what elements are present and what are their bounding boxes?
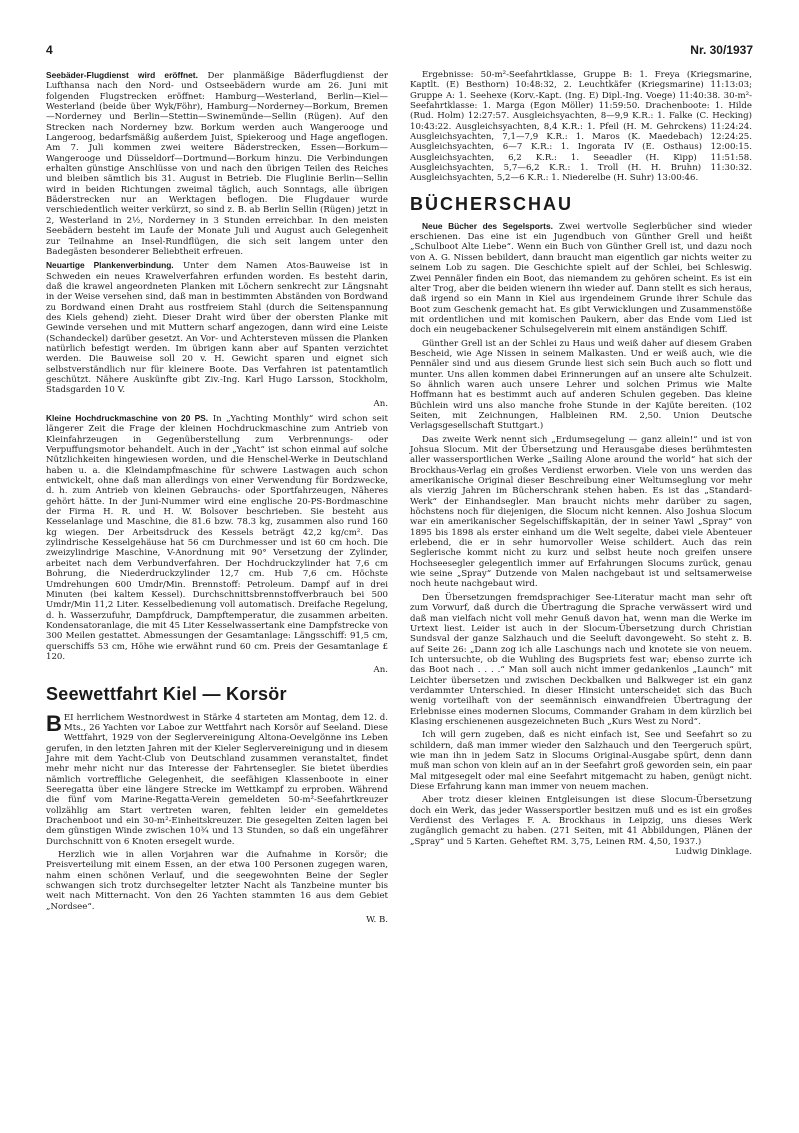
paragraph-text: EI herrlichem Westnordwest in Stärke 4 starteten am Montag, dem 12. d. Mts., 26 Yachten vor Laboe zur Wettfahrt nach Korsör auf Seeland. Diese Wettfahrt, 1929 von der Seglervereinigung Altona-Oevelgönne ins Leben gerufen, in den letzten Jahren mit der Kieler Seglervereinigung und in diesem Jahre mit dem Yacht-Club von Deutschland zusammen veranstaltet, findet mehr mehr nicht nur das Interesse der Fahrtensegler. Sie bietet überdies nämlich vortreffliche Gelegenheit, die seefähigen Klassenboote in einer Seeregatta über eine längere Strecke im Wettkampf zu erproben. Während die fünf vom Marine-Regatta-Verein gemeldeten 50-m²-Seefahrtkreuzer vollzählig am Start vertreten waren, fehlten leider ein gemeldetes Drachenboot und ein 30-m²-Einheitskreuzer. Die gesegelten Zeiten lagen bei dem günstigen Winde zwischen 10¾ und 13 Stunden, so daß ein ungefährer Durchschnitt von 6 Knoten ersegelt wurde. [46,712,388,847]
article-heading: Kleine Hochdruckmaschine von 20 PS. [46,413,209,423]
article-steam-engine [46,413,388,662]
page-number: 4 [46,43,53,57]
article-signature: An. [373,398,388,409]
regatta-paragraph-2: Herzlich wie in allen Vorjahren war die Aufnahme in Korsör; die Preisverteilung mit einem Essen, an der etwa 100 Personen zugegen waren, nahm einen schönen Verlauf, und die seegewohnten Beine der Segler schwangen sich trotz durchsegelter letzter Nacht als Tanzbeine munter bis weit nach Mitternacht. Von den 26 Yachten stammten 16 aus dem Gebiet „Nordsee“. [46,850,388,912]
article-heading: Neuartige Plankenverbindung. [46,260,174,271]
book-paragraph-5: Ich will gern zugeben, daß es nicht einfach ist, See und Seefahrt so zu schildern, daß man immer wieder den Salzhauch und den Teergeruch spürt, wie man ihn in jedem Satz in Slocums Original-Ausgabe spürt, denn dann muß man schon von klein auf an in der Seefahrt groß geworden sein, ein paar Mal mitgesegelt oder mal eine Seefahrt mitgemacht zu haben, genügt nicht. Diese Erfahrung kann man immer von neuem machen. [410,730,752,792]
article-body: Unter dem Namen Atos-Bauweise ist in Schweden ein neues Krawelverfahren erfunden worden. Es besteht darin, daß die krawel angeordneten Planken mit Löchern senkrecht zur Längsnaht in der Weise versehen sind, daß man in bestimmten Abständen von Bordwand zu Bordwand einen Draht aus rostfreiem Stahl (durch die Seitenspannung des Kiels gehend) zieht. Dieser Draht wird über der obersten Planke mit Gewinde versehen und mit Muttern scharf angezogen, dann wird eine Leiste (Schandeckel) darüber gesetzt. An Vor- und Achtersteven müssen die Planken natürlich befestigt werden. Im übrigen kann aber auf Spanten verzichtet werden. Die Bauweise soll 20 v. H. Gewicht sparen und eignet sich selbstverständlich nur für kleinere Boote. Das Verfahren ist patentamtlich geschützt. Nähere Auskünfte gibt Ziv.-Ing. Karl Hugo Larsson, Stockholm, Stadsgarden 10 V. [46,261,388,396]
section-title-regatta: Seewettfahrt Kiel — Korsör [46,683,287,704]
regatta-results: Ergebnisse: 50-m²-Seefahrtklasse, Gruppe B: 1. Freya (Kriegsmarine, Kaptlt. (E) Besthorn) 10:48:32, 2. Leuchtkäfer (Kriegsmarine) 11:13:03; Gruppe A: 1. Seehexe (Korv.-Kapt. (Ing. E) Dipl.-Ing. Voege) 11:40:38. 30-m²-Seefahrtklasse: 1. Marga (Egon Möller) 11:59:50. Drachenboote: 1. Hilde (Rud. Holm) 12:27:57. Ausgleichsyachten, 8—9,9 K.R.: 1. Falke (C. Hecking) 10:43:22. Ausgleichsyachten, 8,4 K.R.: 1. Pfeil (H. M. Gehrckens) 11:24:24. Ausgleichsyachten, 7,1—7,9 K.R.: 1. Maros (K. Maedebach) 12:24:25. Ausgleichsyachten, 6—7 K.R.: 1. Ingorata IV (E. Osthaus) 12:00:15. Ausgleichsyachten, 6,2 K.R.: 1. Seeadler (H. Kipp) 11:51:58. Ausgleichsyachten, 5,7—6,2 K.R.: 1. Troll (H. H. Bruhn) 11:30:32. Ausgleichsyachten, 5,2—6 K.R.: 1. Niederelbe (H. Suhr) 13:00:46. [410,70,752,184]
section-title-book-review: BÜCHERSCHAU [410,193,574,214]
book-paragraph-6 [410,795,752,858]
book-paragraph-2: Günther Grell ist an der Schlei zu Haus und weiß daher auf diesem Graben Bescheid, wie Age Nissen in seinem Malkasten. Und er weiß auch, wie die Pennäler sind und aus diesem Grunde liest sich sein Buch auch so flott und munter. Uns allen kommen dabei Erinnerungen auf an unsere alte Schulzeit. So ähnlich waren auch unsere Lehrer und solchen Primus wie Malte Hoffmann hat es bestimmt auch auf anderen Schulen gegeben. Das kleine Büchlein wird uns also manche frohe Stunde in der Kajüte bereiten. (102 Seiten, mit Zeichnungen, Halbleinen RM. 2,50. Union Deutsche Verlagsgesellschaft Stuttgart.) [410,338,752,432]
article-body: Zwei wertvolle Seglerbücher sind wieder erschienen. Das eine ist ein Jugendbuch von Günther Grell und heißt „Schulboot Alte Liebe“. Wenn ein Buch von Günther Grell ist, und dazu noch von A. G. Nissen bebildert, dann braucht man eigentlich gar nichts weiter zu seinem Lob zu sagen. Die Geschichte spielt auf der Schlei, bei Schleswig. Zwei Pennäler finden ein Boot, das niemandem zu gehören scheint. Es ist ein alter Trog, aber die beiden wienern ihn wieder auf. Dann stellt es sich heraus, daß irgend so ein Mann in Kiel aus irgendeinem Grunde ihrer Schule das Boot zum Geschenk gemacht hat. Es gibt Verwicklungen und Zusammenstöße mit ordentlichen und mit komischen Paukern, aber das Ende vom Lied ist doch ein neugebackener Schulsegelverein mit einem anständigen Schiff. [410,221,753,336]
book-paragraph-1 [410,221,752,336]
article-signature: An. [373,665,388,676]
book-paragraph-3: Das zweite Werk nennt sich „Erdumsegelung — ganz allein!“ und ist von Johsua Slocum. Mit der Übersetzung und Herausgabe dieses berühmtesten aller wassersportlichen Werke „Sailing Alone around the world“ hat sich der Brockhaus-Verlag ein großes Verdienst erworben. Viele von uns werden das amerikanische Original dieser Beschreibung einer Weltumseglung vor mehr als vierzig Jahren im Bücherschrank stehen haben. Es ist das „Standard-Werk“ der Einhandsegler. Man braucht nichts mehr darüber zu sagen, höchstens noch für diejenigen, die Slocum nicht kennen. Also Joshua Slocum war ein amerikanischer Segelschiffskapitän, der in seiner Yawl „Spray“ von 1895 bis 1898 als erster einhand um die Welt segelte, dabei viele Abenteuer erlebend, die er in sehr humorvoller Weise schildert. Auch das rein Seglerische kommt nicht zu kurz und selbst heute noch greifen unsere Hochseesegler gelegentlich immer auf Erfahrungen Slocums zurück, genau wie seine „Spray“ Dutzende von Malen nachgebaut ist und seltsamerweise noch heute nachgebaut wird. [410,434,752,590]
drop-cap: B [46,710,62,736]
book-paragraph-4: Den Übersetzungen fremdsprachiger See-Literatur macht man sehr oft zum Vorwurf, daß durch die Übertragung die Sprache verwässert wird und daß man vielfach nicht voll mehr Genuß davon hat, wenn man die Werke im Urtext liest. Leider ist auch in der Slocum-Übersetzung durch Christian Sundsval der ganze Salzhauch und die Seeluft davongeweht. So steht z. B. auf Seite 26: „Dann zog ich alle Laschungs nach und knotete sie von neuem. Ich untersuchte, ob die Wuhling des Bugspriets fest war; ebenso zurrte ich das Boot nach . . . .“ Man soll auch nicht immer gedankenlos „Launch“ mit Leichter übersetzen und zwischen Deckbalken und Balkweger ist ein ganz verdammter Unterschied. In dieser Hinsicht unterscheidet sich das Buch wenig vorteilhaft von der seemännisch einwandfreien Übertragung der Erlebnisse eines modernen Slocums, Commander Graham in dem kürzlich bei Klasing erschienenen ausgezeichneten Buch „Kurs West zu Nord“. [410,592,752,727]
issue-number: Nr. 30/1937 [690,43,753,57]
right-column [410,70,752,857]
regatta-paragraph-1 [46,710,388,847]
paragraph-text: Aber trotz dieser kleinen Entgleisungen ist diese Slocum-Übersetzung doch ein Werk, das jeder Wassersportler besitzen muß und es ist ein großes Verdienst des Verlages F. A. Brockhaus in Leipzig, uns dieses Werk zugänglich gemacht zu haben. (271 Seiten, mit 41 Abbildungen, Plänen der „Spray“ und 5 Karten. Geheftet RM. 3,75, Leinen RM. 4,50, 1937.) [410,795,752,847]
review-signature: Ludwig Dinklage. [675,847,752,858]
regatta-signature: W. B. [366,915,388,926]
article-heading: Seebäder-Flugdienst wird eröffnet. [46,70,198,80]
article-heading: Neue Bücher des Segelsports. [422,220,553,231]
article-body: Der planmäßige Bäderflugdienst der Lufthansa nach den Nord- und Ostseebädern wurde am 26. Juni mit folgenden Flugstrecken eröffnet: Hamburg—Westerland, Berlin—Kiel—Westerland (beide über Wyk/Föhr), Hamburg—Norderney—Borkum, Bremen—Norderney und Berlin—Stettin—Swinemünde—Sellin (Rügen). Auf den Strecken nach Norderney bzw. Borkum werden auch Wangerooge und Langeroog, bedarfsmäßig außerdem Juist, Spiekeroog und Hage angeflogen. Am 7. Juli kommen zwei weitere Bäderstrecken, Essen—Borkum—Wangerooge und Düsseldorf—Dortmund—Borkum hinzu. Die Verbindungen erhalten günstige Anschlüsse von und nach den übrigen Teilen des Reiches und bleiben sämtlich bis 31. August in Betrieb. Die Fluglinie Berlin—Sellin wird in beiden Richtungen zweimal täglich, auch Sonntags, alle übrigen Bäderstrecken nur an Werktagen beflogen. Die Flugdauer wurde verschiedentlich weiter verkürzt, so sind z. B. ab Berlin Sellin (Rügen) jetzt in 2, Westerland in 2½, Norderney in 3 Stunden erreichbar. In den meisten Seebädern besteht im Laufe der Monate Juli und August auch Gelegenheit zur Teilnahme an Insel-Rundflügen, die sich seit langem unter den Badegästen besonderer Beliebtheit erfreuen. [46,71,388,257]
article-flight-service [46,70,388,257]
article-plank-connection [46,260,388,395]
article-body: In „Yachting Monthly“ wird schon seit längerer Zeit die Frage der kleinen Hochdruckmaschine zum Antrieb von Kleinfahrzeugen in Gegenüberstellung zum Verbrennungs- oder Verpuffungsmotor behandelt. Auch in der „Yacht“ ist schon einmal auf solche Nützlichkeiten hingewiesen worden, und die Henschel-Werke in Deutschland haben u. a. die Kleindampfmaschine für schwere Lastwagen auch schon entwickelt, ohne daß man allerdings von einer Verwendung für Bordzwecke, d. h. zum Antrieb von kleinen Gebrauchs- oder Sportfahrzeugen, Näheres gehört hätte. In der Juni-Nummer wird eine englische 20-PS-Bordmaschine der Firma H. R. und H. W. Bolsover beschrieben. Sie besteht aus Kesselanlage und Maschine, die 81.6 bzw. 78.3 kg, zusammen also rund 160 kg wiegen. Der Arbeitsdruck des Kessels beträgt 42,2 kg/cm². Das zylindrische Kesselgehäuse hat 56 cm Durchmesser und ist 60 cm hoch. Die zweizylindrige Maschine, V-Anordnung mit 90° Versetzung der Zylinder, arbeitet nach dem Verbundverfahren. Der Hochdruckzylinder hat 7,6 cm Bohrung, die Niederdruckzylinder 12,7 cm. Hub 7,6 cm. Höchste Umdrehungen 600 Umdr/Min. Brennstoff: Petroleum. Dampf auf in drei Minuten (bei kaltem Kessel). Durchschnittsbrennstoffverbrauch bei 500 Umdr/Min 11,2 Liter. Kesselbedienung voll automatisch. Dreifache Regelung, d. h. Wasserzufuhr, Dampfdruck, Dampftemperatur, die zusammen arbeiten. Kondensatoranlage, die mit 45 Liter Kesselwassertank eine Dampfstrecke von 300 Meilen gestattet. Abmessungen der Gesamtanlage: Längsschiff: 91,5 cm, querschiffs 53 cm, Höhe wie erwähnt rund 60 cm. Preis der Gesamtanlage £ 120. [46,414,388,662]
left-column [46,70,388,929]
